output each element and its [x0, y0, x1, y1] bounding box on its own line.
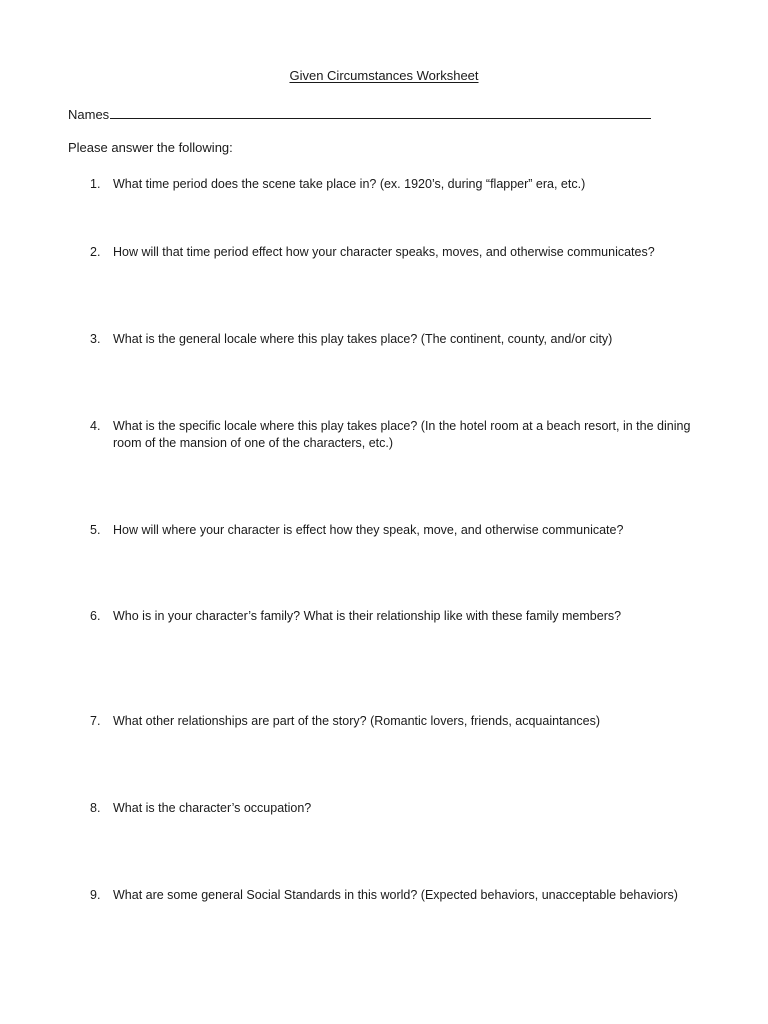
question-text: Who is in your character’s family? What is their relationship like with these family members?: [113, 609, 622, 623]
names-blank-line: [110, 106, 651, 119]
question-text: What is the character’s occupation?: [113, 801, 312, 815]
question-number: 1.: [90, 177, 101, 191]
question-number: 4.: [90, 419, 101, 433]
question-number: 3.: [90, 332, 101, 346]
question-text: What are some general Social Standards in this world? (Expected behaviors, unacceptable behaviors): [113, 888, 678, 902]
question-text: What is the general locale where this play takes place? (The continent, county, and/or city): [113, 332, 613, 346]
question-number: 2.: [90, 245, 101, 259]
question-number: 5.: [90, 523, 101, 537]
question-number: 9.: [90, 888, 101, 902]
question-number: 7.: [90, 714, 101, 728]
question-number: 8.: [90, 801, 101, 815]
question-text: How will where your character is effect how they speak, move, and otherwise communicate?: [113, 523, 624, 537]
question-text: How will that time period effect how your character speaks, moves, and otherwise communicates?: [113, 245, 655, 259]
names-row: [68, 106, 651, 122]
names-label: Names: [68, 107, 110, 122]
question-text: What is the specific locale where this play takes place? (In the hotel room at a beach resort, in the dining room of the mansion of one of the characters, etc.): [113, 419, 691, 450]
question-text: What time period does the scene take place in? (ex. 1920’s, during “flapper” era, etc.): [113, 177, 586, 191]
worksheet-title: Given Circumstances Worksheet: [289, 68, 479, 83]
question-number: 6.: [90, 609, 101, 623]
instructions: Please answer the following:: [68, 140, 233, 155]
question-text: What other relationships are part of the story? (Romantic lovers, friends, acquaintances): [113, 714, 601, 728]
